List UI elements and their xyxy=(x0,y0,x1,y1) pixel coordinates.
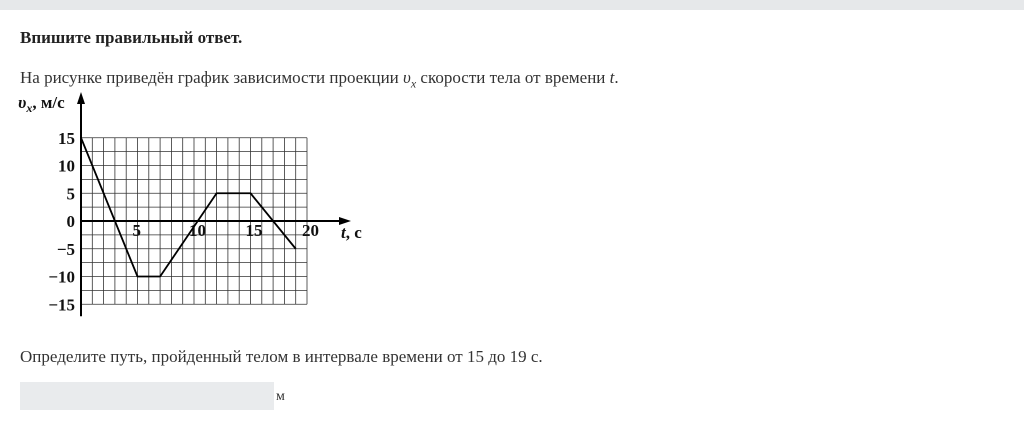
answer-unit: м xyxy=(276,389,285,404)
top-bar xyxy=(0,0,1024,10)
y-tick-label: 10 xyxy=(58,156,75,176)
y-tick-label: 15 xyxy=(58,128,75,148)
y-tick-label: −10 xyxy=(48,267,75,287)
y-tick-label: 0 xyxy=(66,212,75,231)
chart-axes xyxy=(77,92,351,316)
statement-t: t xyxy=(609,68,615,87)
x-tick-label: 10 xyxy=(189,221,206,240)
x-tick-label: 20 xyxy=(302,221,319,240)
velocity-time-chart xyxy=(0,88,380,328)
y-axis-arrow xyxy=(77,92,85,104)
statement-end: . xyxy=(614,68,619,87)
statement-text-2: скорости тела от времени xyxy=(416,68,610,87)
statement-var: υ xyxy=(403,68,411,87)
y-tick-label: 5 xyxy=(66,184,75,204)
x-tick-label: 5 xyxy=(132,221,141,240)
x-tick-label: 15 xyxy=(245,221,263,240)
instruction-heading: Впишите правильный ответ. xyxy=(20,28,243,47)
statement-text-1: На рисунке приведён график зависимости проекции xyxy=(20,68,404,87)
x-axis-label: t, с xyxy=(341,223,362,242)
y-tick-label: −5 xyxy=(56,239,75,259)
statement-sub: x xyxy=(410,76,417,91)
y-axis-label: $\upsilon_x$, м/с xyxy=(18,93,65,115)
question-text: Определите путь, пройденный телом в интервале времени от 15 до 19 с. xyxy=(20,347,543,366)
y-tick-label: −15 xyxy=(48,295,75,315)
answer-input[interactable] xyxy=(20,382,274,410)
